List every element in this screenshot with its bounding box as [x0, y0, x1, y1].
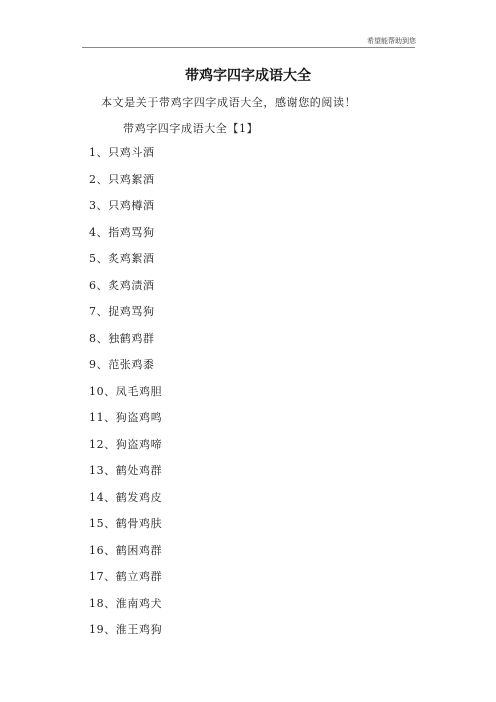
intro-paragraph: 本文是关于带鸡字四字成语大全，感谢您的阅读！	[101, 96, 357, 109]
list-item: 1、只鸡斗酒	[89, 146, 155, 159]
document-title: 带鸡字四字成语大全	[185, 68, 311, 84]
list-item: 5、炙鸡絮酒	[89, 252, 155, 265]
header-note: 希望能帮助到您	[367, 37, 416, 45]
list-item: 6、炙鸡渍酒	[89, 278, 155, 292]
list-item: 11、狗盗鸡鸣	[89, 411, 163, 424]
list-item: 9、范张鸡黍	[89, 358, 155, 371]
list-item: 18、淮南鸡犬	[89, 596, 163, 610]
list-item: 2、只鸡絮酒	[89, 172, 155, 186]
header-divider	[82, 47, 415, 48]
list-item: 16、鹤困鸡群	[89, 543, 163, 557]
list-item: 3、只鸡樽酒	[89, 199, 155, 212]
list-item: 4、指鸡骂狗	[89, 225, 155, 239]
list-item: 10、凤毛鸡胆	[89, 384, 163, 398]
list-item: 12、狗盗鸡啼	[89, 437, 163, 451]
idiom-list	[89, 147, 162, 651]
list-item: 17、鹤立鸡群	[89, 570, 163, 583]
list-item: 7、捉鸡骂狗	[89, 305, 155, 318]
list-item: 14、鹤发鸡皮	[89, 490, 163, 504]
list-item: 15、鹤骨鸡肤	[89, 517, 163, 530]
section-heading: 带鸡字四字成语大全【1】	[123, 122, 259, 135]
list-item: 13、鹤处鸡群	[89, 464, 163, 477]
list-item: 8、独鹤鸡群	[89, 331, 155, 345]
list-item: 19、淮王鸡狗	[89, 623, 163, 636]
